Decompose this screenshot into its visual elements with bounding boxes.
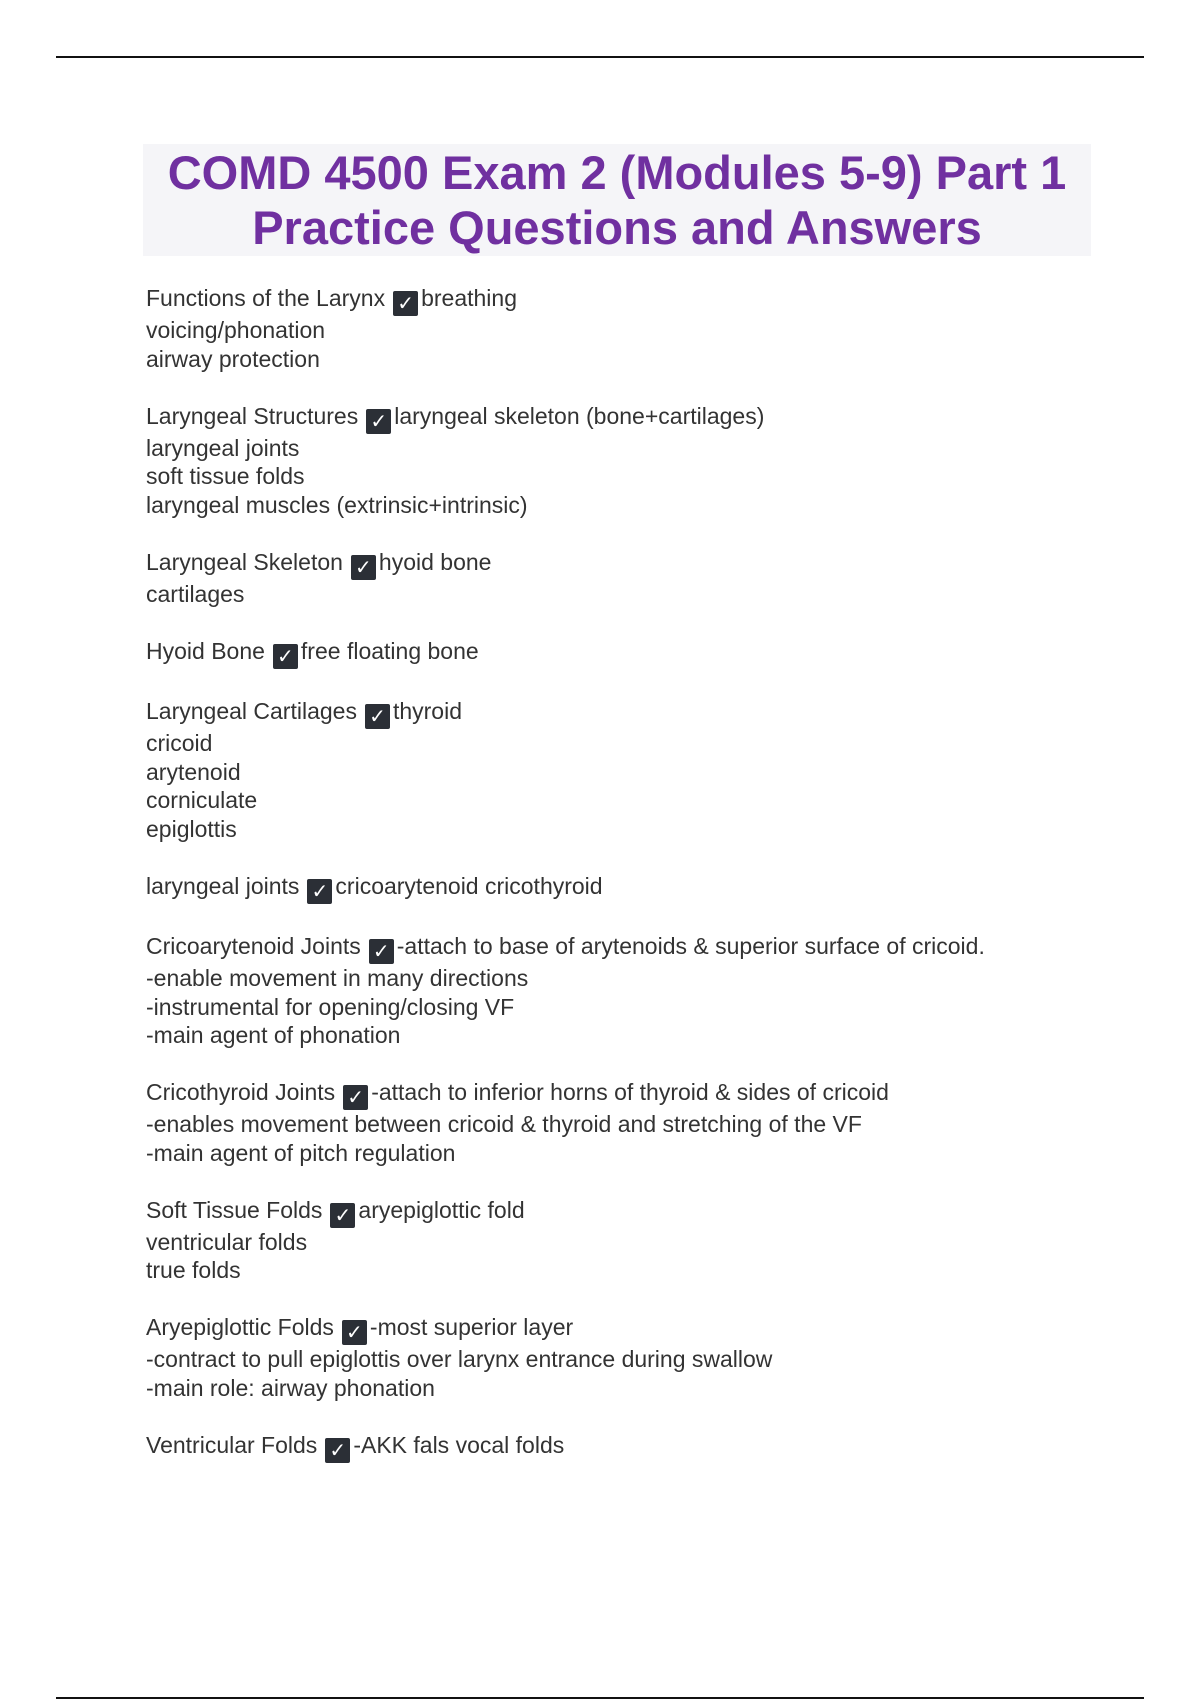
qa-first-line: [146, 548, 1106, 580]
qa-answer-line: -main agent of phonation: [146, 1022, 401, 1048]
page-title: [168, 145, 1067, 255]
qa-answer-line: -enable movement in many directions: [146, 965, 529, 991]
qa-first-line: [146, 1078, 1106, 1110]
qa-answer-line: -enables movement between cricoid & thyroid and stretching of the VF: [146, 1111, 862, 1137]
qa-answer: free floating bone: [300, 637, 479, 664]
qa-answer-line: -main role: airway phonation: [146, 1374, 435, 1401]
qa-term: Laryngeal Cartilages: [146, 698, 357, 724]
check-icon: ✓: [369, 939, 394, 964]
qa-item: [146, 284, 1106, 373]
qa-first-line: [146, 402, 1106, 434]
qa-answer: hyoid bone: [378, 548, 492, 575]
check-icon: ✓: [351, 555, 376, 580]
qa-term: laryngeal joints: [146, 872, 300, 899]
qa-answer-line: airway protection: [146, 345, 320, 372]
qa-item: [146, 932, 1106, 1050]
check-icon: ✓: [342, 1320, 367, 1345]
qa-answer-line: arytenoid: [146, 758, 241, 785]
qa-first-line: [146, 872, 1106, 904]
qa-list: [146, 284, 1106, 1491]
qa-first-line: [146, 637, 1106, 669]
qa-answer-line: -instrumental for opening/closing VF: [146, 993, 515, 1020]
check-icon: ✓: [307, 879, 332, 904]
qa-item: [146, 1196, 1106, 1285]
qa-item: [146, 402, 1106, 520]
check-icon: ✓: [343, 1085, 368, 1110]
qa-term: Hyoid Bone: [146, 637, 265, 664]
qa-answer: -attach to inferior horns of thyroid & sides of cricoid: [371, 1079, 889, 1105]
qa-item: [146, 697, 1106, 843]
qa-answer-line: ventricular folds: [146, 1228, 308, 1255]
top-rule: [56, 56, 1144, 58]
check-icon: ✓: [366, 409, 391, 434]
qa-answer-line: cricoid: [146, 730, 213, 756]
check-icon: ✓: [365, 704, 390, 729]
check-icon: ✓: [273, 644, 298, 669]
qa-term: Laryngeal Skeleton: [146, 548, 343, 575]
qa-answer-line: -contract to pull epiglottis over larynx entrance during swallow: [146, 1346, 773, 1372]
qa-term: Soft Tissue Folds: [146, 1196, 323, 1223]
qa-answer-line: laryngeal muscles (extrinsic+intrinsic): [146, 491, 528, 518]
qa-first-line: [146, 932, 1106, 964]
qa-first-line: [146, 697, 1106, 729]
qa-first-line: [146, 1313, 1106, 1345]
qa-term: Aryepiglottic Folds: [146, 1314, 334, 1340]
qa-answer: breathing: [421, 285, 517, 311]
qa-answer-line: cartilages: [146, 580, 245, 607]
title-line-2: Practice Questions and Answers: [252, 201, 982, 254]
check-icon: ✓: [325, 1438, 350, 1463]
qa-answer-line: true folds: [146, 1257, 241, 1283]
qa-answer-line: corniculate: [146, 787, 258, 813]
qa-term: Cricoarytenoid Joints: [146, 933, 361, 959]
qa-term: Ventricular Folds: [146, 1431, 318, 1458]
qa-first-line: [146, 1431, 1106, 1463]
qa-term: Laryngeal Structures: [146, 402, 359, 429]
qa-answer-line: voicing/phonation: [146, 317, 326, 343]
qa-term: Cricothyroid Joints: [146, 1079, 336, 1105]
qa-answer: laryngeal skeleton (bone+cartilages): [394, 402, 765, 429]
qa-item: [146, 637, 1106, 669]
qa-item: [146, 1078, 1106, 1167]
title-banner: [143, 144, 1091, 256]
qa-answer: thyroid: [392, 698, 462, 724]
qa-answer-line: epiglottis: [146, 815, 237, 842]
qa-item: [146, 872, 1106, 904]
qa-answer: -AKK fals vocal folds: [353, 1431, 565, 1458]
qa-item: [146, 1313, 1106, 1402]
qa-answer: -attach to base of arytenoids & superior surface of cricoid.: [396, 933, 985, 959]
check-icon: ✓: [393, 291, 418, 316]
qa-item: [146, 1431, 1106, 1463]
check-icon: ✓: [330, 1203, 355, 1228]
title-line-1: COMD 4500 Exam 2 (Modules 5-9) Part 1: [167, 146, 1067, 199]
qa-answer: aryepiglottic fold: [358, 1196, 525, 1223]
qa-answer-line: laryngeal joints: [146, 434, 300, 461]
qa-answer: cricoarytenoid cricothyroid: [335, 872, 603, 899]
qa-first-line: [146, 284, 1106, 316]
qa-first-line: [146, 1196, 1106, 1228]
qa-item: [146, 548, 1106, 609]
bottom-rule: [56, 1697, 1144, 1699]
qa-answer: -most superior layer: [369, 1314, 574, 1340]
qa-term: Functions of the Larynx: [146, 285, 386, 311]
qa-answer-line: -main agent of pitch regulation: [146, 1139, 456, 1166]
qa-answer-line: soft tissue folds: [146, 463, 305, 489]
